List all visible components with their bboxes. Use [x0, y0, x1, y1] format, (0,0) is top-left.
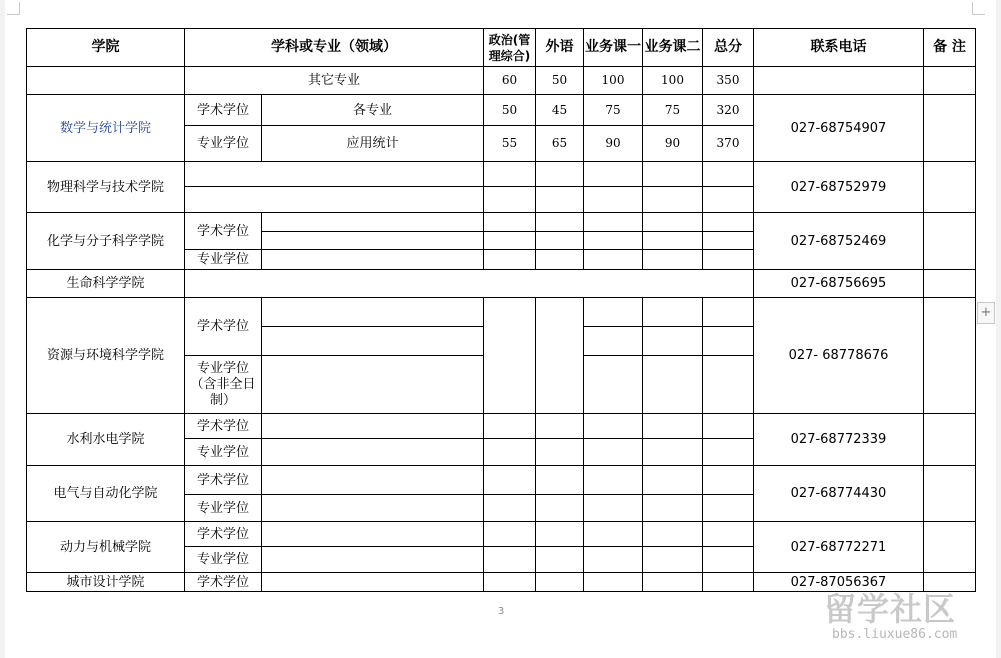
math-academic-total: 320: [703, 95, 754, 126]
empty-cell: [185, 162, 484, 187]
table-row: [27, 414, 976, 439]
empty-cell: [584, 162, 643, 187]
empty-cell: [643, 522, 703, 547]
empty-cell: [484, 232, 536, 250]
empty-cell: [703, 213, 754, 232]
empty-cell: [484, 547, 536, 573]
header-college: 学院: [27, 29, 185, 67]
watermark-text: 留学社区: [824, 590, 957, 628]
corner-mark-left: [7, 2, 20, 15]
phone-physics: 027-68752979: [754, 162, 924, 213]
empty-cell: [536, 439, 584, 466]
empty-cell: [536, 573, 584, 592]
empty-cell: [584, 327, 643, 356]
empty-cell: [643, 162, 703, 187]
other-major-label: 其它专业: [185, 67, 484, 95]
empty-cell: [703, 232, 754, 250]
watermark-logo: [824, 584, 994, 654]
remark-cell: [924, 414, 976, 466]
header-row: [27, 29, 976, 67]
empty-cell: [643, 495, 703, 522]
empty-cell: [643, 250, 703, 270]
table-row: [27, 270, 976, 298]
other-foreign: 50: [536, 67, 584, 95]
phone-water: 027-68772339: [754, 414, 924, 466]
header-course-1: 业务课一: [584, 29, 643, 67]
degree-type: 学术学位: [185, 466, 262, 495]
empty-cell: [262, 466, 484, 495]
empty-cell: [536, 232, 584, 250]
degree-type: 专业学位: [185, 126, 262, 162]
math-professional-course-1: 90: [584, 126, 643, 162]
empty-cell: [262, 573, 484, 592]
empty-cell: [584, 298, 643, 327]
empty-cell: [484, 573, 536, 592]
degree-type: 学术学位: [185, 573, 262, 592]
empty-cell: [185, 187, 484, 213]
empty-cell: [584, 187, 643, 213]
degree-type: 专业学位: [185, 250, 262, 270]
empty-cell: [703, 573, 754, 592]
empty-cell: [536, 522, 584, 547]
corner-mark-right: [972, 2, 985, 15]
degree-type: 专业学位（含非全日制）: [185, 356, 262, 414]
empty-cell: [584, 250, 643, 270]
math-professional-foreign: 65: [536, 126, 584, 162]
empty-cell: [643, 187, 703, 213]
remark-cell: [924, 522, 976, 573]
math-academic-foreign: 45: [536, 95, 584, 126]
phone-elec: 027-68774430: [754, 466, 924, 522]
phone-urban: 027-87056367: [754, 573, 924, 592]
empty-cell: [262, 414, 484, 439]
table-row: [27, 95, 976, 126]
empty-cell: [262, 439, 484, 466]
empty-cell: [484, 213, 536, 232]
empty-cell: [703, 439, 754, 466]
empty-cell: [262, 547, 484, 573]
math-academic-course-1: 75: [584, 95, 643, 126]
empty-cell: [703, 522, 754, 547]
empty-cell: [536, 495, 584, 522]
college-physics: 物理科学与技术学院: [27, 162, 185, 213]
empty-cell: [484, 439, 536, 466]
empty-cell: [643, 298, 703, 327]
header-politics: 政治(管理综合): [484, 29, 536, 67]
empty-cell: [924, 67, 976, 95]
math-academic-course-2: 75: [643, 95, 703, 126]
empty-cell: [484, 522, 536, 547]
empty-cell: [262, 213, 484, 232]
header-foreign-language: 外语: [536, 29, 584, 67]
math-professional-total: 370: [703, 126, 754, 162]
empty-cell: [536, 466, 584, 495]
degree-type: 学术学位: [185, 298, 262, 356]
empty-cell: [703, 356, 754, 414]
empty-cell: [703, 495, 754, 522]
empty-cell: [584, 495, 643, 522]
empty-cell: [536, 162, 584, 187]
empty-cell: [262, 250, 484, 270]
empty-cell: [536, 298, 584, 414]
empty-cell: [584, 573, 643, 592]
empty-cell: [584, 232, 643, 250]
empty-cell: [536, 414, 584, 439]
empty-cell: [584, 439, 643, 466]
other-course-2: 100: [643, 67, 703, 95]
header-total: 总分: [703, 29, 754, 67]
college-life: 生命科学学院: [27, 270, 185, 298]
expand-button[interactable]: +: [977, 302, 995, 324]
empty-cell: [484, 250, 536, 270]
empty-cell: [584, 356, 643, 414]
header-subject: 学科或专业（领域）: [185, 29, 484, 67]
college-chem: 化学与分子科学学院: [27, 213, 185, 270]
header-course-2: 业务课二: [643, 29, 703, 67]
page-number: 3: [497, 606, 505, 617]
empty-cell: [536, 213, 584, 232]
empty-cell: [643, 356, 703, 414]
table-row: [27, 522, 976, 547]
header-phone: 联系电话: [754, 29, 924, 67]
math-professional-course-2: 90: [643, 126, 703, 162]
degree-type: 专业学位: [185, 547, 262, 573]
empty-cell: [643, 466, 703, 495]
empty-cell: [703, 187, 754, 213]
phone-life: 027-68756695: [754, 270, 924, 298]
table-row: [27, 213, 976, 232]
table-row: [27, 67, 976, 95]
other-course-1: 100: [584, 67, 643, 95]
empty-cell: [584, 466, 643, 495]
table-row: [27, 162, 976, 187]
empty-cell: [262, 522, 484, 547]
empty-cell: [484, 187, 536, 213]
degree-type: 专业学位: [185, 495, 262, 522]
remark-cell: [924, 270, 976, 298]
remark-cell: [924, 162, 976, 213]
empty-cell: [703, 162, 754, 187]
math-professional-politics: 55: [484, 126, 536, 162]
empty-cell: [643, 439, 703, 466]
empty-cell: [484, 414, 536, 439]
empty-cell: [703, 327, 754, 356]
empty-cell: [185, 270, 754, 298]
college-urban: 城市设计学院: [27, 573, 185, 592]
empty-cell: [484, 466, 536, 495]
empty-cell: [27, 67, 185, 95]
empty-cell: [262, 356, 484, 414]
degree-type: 学术学位: [185, 414, 262, 439]
degree-type: 学术学位: [185, 213, 262, 250]
college-power: 动力与机械学院: [27, 522, 185, 573]
degree-type: 专业学位: [185, 439, 262, 466]
empty-cell: [643, 547, 703, 573]
empty-cell: [484, 495, 536, 522]
college-env: 资源与环境科学学院: [27, 298, 185, 414]
empty-cell: [703, 547, 754, 573]
major-name: 应用统计: [262, 126, 484, 162]
math-academic-politics: 50: [484, 95, 536, 126]
empty-cell: [703, 414, 754, 439]
empty-cell: [484, 162, 536, 187]
empty-cell: [754, 67, 924, 95]
remark-cell: [924, 213, 976, 270]
empty-cell: [536, 187, 584, 213]
empty-cell: [643, 232, 703, 250]
table-row: [27, 466, 976, 495]
empty-cell: [643, 327, 703, 356]
empty-cell: [536, 547, 584, 573]
empty-cell: [703, 250, 754, 270]
empty-cell: [703, 298, 754, 327]
empty-cell: [584, 213, 643, 232]
table-row: [27, 298, 976, 327]
remark-cell: [924, 95, 976, 162]
phone-env: 027- 68778676: [754, 298, 924, 414]
empty-cell: [643, 213, 703, 232]
empty-cell: [584, 547, 643, 573]
empty-cell: [536, 250, 584, 270]
other-politics: 60: [484, 67, 536, 95]
score-table: [26, 28, 976, 592]
phone-math: 027-68754907: [754, 95, 924, 162]
remark-cell: [924, 466, 976, 522]
empty-cell: [643, 573, 703, 592]
watermark-url: bbs.liuxue86.com: [832, 627, 958, 642]
empty-cell: [262, 232, 484, 250]
phone-power: 027-68772271: [754, 522, 924, 573]
header-remark: 备 注: [924, 29, 976, 67]
degree-type: 学术学位: [185, 95, 262, 126]
college-water: 水利水电学院: [27, 414, 185, 466]
phone-chem: 027-68752469: [754, 213, 924, 270]
empty-cell: [262, 495, 484, 522]
empty-cell: [262, 298, 484, 327]
empty-cell: [643, 414, 703, 439]
empty-cell: [584, 414, 643, 439]
empty-cell: [262, 327, 484, 356]
degree-type: 学术学位: [185, 522, 262, 547]
empty-cell: [703, 466, 754, 495]
page-edge-left: [0, 0, 5, 658]
other-total: 350: [703, 67, 754, 95]
page-edge-right: [996, 0, 1001, 658]
empty-cell: [484, 298, 536, 414]
remark-cell: [924, 298, 976, 414]
empty-cell: [584, 522, 643, 547]
college-math: 数学与统计学院: [27, 95, 185, 162]
college-elec: 电气与自动化学院: [27, 466, 185, 522]
major-name: 各专业: [262, 95, 484, 126]
